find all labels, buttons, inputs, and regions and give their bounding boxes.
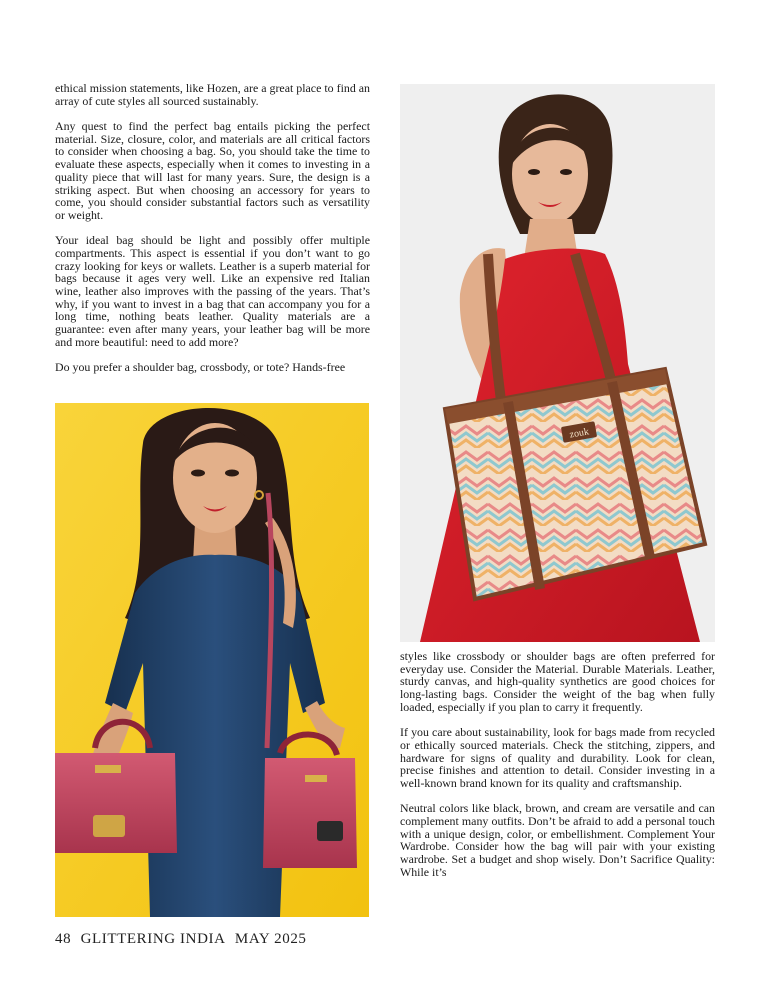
right-text-column <box>400 650 715 878</box>
left-text-column <box>55 82 370 374</box>
page-number: 48 <box>55 931 72 947</box>
photo-woman-red-dress <box>400 84 715 642</box>
paragraph: Any quest to find the perfect bag entails picking the perfect material. Size, closure, color, and materials are all critical factors to consider when choosing a bag. So, you should take the time to evaluate these aspects, especially when it comes to investing in a quality piece that will last for many years. Sure, the design is a striking aspect. But when choosing an accessory for years to come, you should consider substantial factors such as versatility or weight. <box>55 119 370 222</box>
paragraph: styles like crossbody or shoulder bags are often preferred for everyday use. Consider the Material. Durable Materials. Leather, sturdy canvas, and high-quality synthetics are good choices for long-lasting bags. Consider the weight of the bag when fully loaded, especially if you plan to carry it frequently. <box>400 649 715 714</box>
paragraph: Your ideal bag should be light and possibly offer multiple compartments. This aspect is essential if you don’t want to go crazy looking for keys or wallets. Leather is a superb material for bags because it ages very well. Like an expensive red Italian wine, leather also improves with the passing of the years. That’s why, if you want to invest in a bag that can accompany you for a long time, nothing beats leather. Quality materials are a guarantee: even after many years, your leather bag will be more and more beautiful: need to add more? <box>55 233 370 349</box>
paragraph: ethical mission statements, like Hozen, are a great place to find an array of cute styles all sourced sustainably. <box>55 81 370 108</box>
bag-brand-label: zouk <box>568 426 590 441</box>
photo-woman-blue-dress <box>55 403 369 917</box>
paragraph: Do you prefer a shoulder bag, crossbody, or tote? Hands-free <box>55 360 346 375</box>
illustration-woman-pink-bags <box>55 403 369 917</box>
issue-date: MAY 2025 <box>234 931 307 947</box>
magazine-name: GLITTERING INDIA <box>80 931 226 947</box>
paragraph: If you care about sustainability, look for bags made from recycled or ethically sourced materials. Check the stitching, zippers, and hardware for signs of quality and durability. Look for clean, precise finishes and attention to detail. Consider investing in a well-known brand known for its quality and craftsmanship. <box>400 725 715 790</box>
page-footer <box>55 931 312 948</box>
paragraph: Neutral colors like black, brown, and cream are versatile and can complement many outfits. Don’t be afraid to add a personal touch with a unique design, color, or embellishment. Complement Your Wardrobe. Consider how the bag will pair with your existing wardrobe. Set a budget and shop wisely. Don’t Sacrifice Quality: While it’s <box>400 801 715 879</box>
illustration-woman-chevron-tote <box>400 84 715 642</box>
